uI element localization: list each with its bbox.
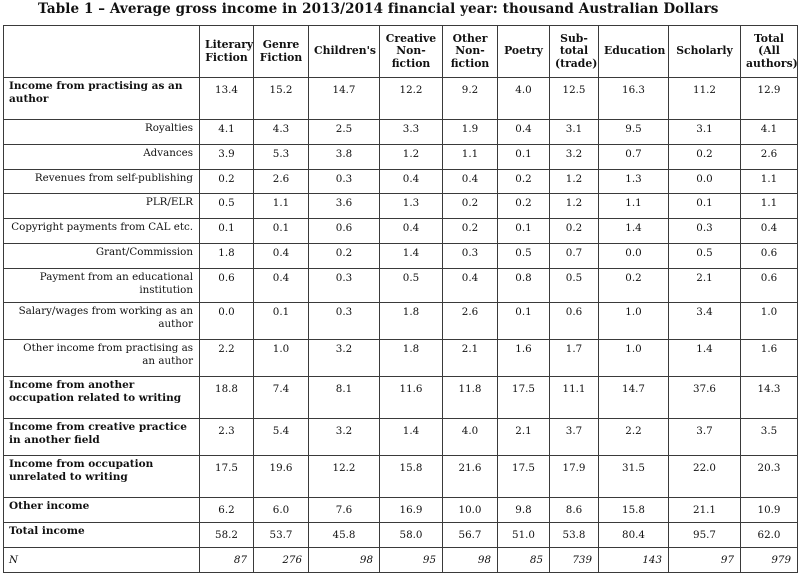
value-cell: 0.1 bbox=[498, 302, 550, 339]
table-row bbox=[4, 244, 798, 269]
value-cell: 4.0 bbox=[498, 78, 550, 120]
value-cell: 3.6 bbox=[309, 194, 380, 219]
header-row bbox=[4, 26, 798, 78]
value-cell: 1.0 bbox=[599, 302, 669, 339]
table-row bbox=[4, 144, 798, 169]
value-cell: 95.7 bbox=[669, 522, 741, 547]
value-cell: 13.4 bbox=[200, 78, 254, 120]
value-cell: 3.2 bbox=[309, 419, 380, 456]
value-cell: 1.3 bbox=[380, 194, 443, 219]
value-cell: 0.6 bbox=[200, 269, 254, 302]
value-cell: 0.4 bbox=[254, 269, 309, 302]
col-header-literary-fiction: Literary Fiction bbox=[200, 26, 254, 78]
table-row bbox=[4, 377, 798, 419]
value-cell: 51.0 bbox=[498, 522, 550, 547]
value-cell: 6.2 bbox=[200, 498, 254, 523]
value-cell: 19.6 bbox=[254, 456, 309, 498]
value-cell: 1.3 bbox=[599, 169, 669, 194]
value-cell: 0.2 bbox=[498, 194, 550, 219]
value-cell: 2.6 bbox=[254, 169, 309, 194]
value-cell: 53.7 bbox=[254, 522, 309, 547]
value-cell: 1.0 bbox=[741, 302, 798, 339]
value-cell: 17.5 bbox=[200, 456, 254, 498]
value-cell: 14.3 bbox=[741, 377, 798, 419]
value-cell: 0.6 bbox=[550, 302, 599, 339]
value-cell: 11.6 bbox=[380, 377, 443, 419]
value-cell: 58.2 bbox=[200, 522, 254, 547]
value-cell: 143 bbox=[599, 547, 669, 572]
value-cell: 0.7 bbox=[599, 144, 669, 169]
row-label: N bbox=[4, 547, 200, 572]
value-cell: 1.8 bbox=[380, 302, 443, 339]
value-cell: 0.2 bbox=[669, 144, 741, 169]
value-cell: 98 bbox=[443, 547, 498, 572]
value-cell: 9.8 bbox=[498, 498, 550, 523]
row-label: Salary/wages from working as an author bbox=[4, 302, 200, 339]
value-cell: 0.1 bbox=[669, 194, 741, 219]
value-cell: 0.0 bbox=[200, 302, 254, 339]
col-header-childrens: Children's bbox=[309, 26, 380, 78]
value-cell: 0.5 bbox=[669, 244, 741, 269]
value-cell: 1.9 bbox=[443, 119, 498, 144]
value-cell: 15.2 bbox=[254, 78, 309, 120]
value-cell: 0.3 bbox=[309, 269, 380, 302]
value-cell: 97 bbox=[669, 547, 741, 572]
value-cell: 0.2 bbox=[309, 244, 380, 269]
value-cell: 3.9 bbox=[200, 144, 254, 169]
value-cell: 4.1 bbox=[200, 119, 254, 144]
table-row bbox=[4, 340, 798, 377]
value-cell: 1.4 bbox=[599, 219, 669, 244]
value-cell: 0.5 bbox=[380, 269, 443, 302]
value-cell: 8.1 bbox=[309, 377, 380, 419]
value-cell: 0.3 bbox=[309, 169, 380, 194]
value-cell: 1.8 bbox=[380, 340, 443, 377]
value-cell: 10.9 bbox=[741, 498, 798, 523]
value-cell: 85 bbox=[498, 547, 550, 572]
value-cell: 4.1 bbox=[741, 119, 798, 144]
value-cell: 1.2 bbox=[550, 194, 599, 219]
value-cell: 3.3 bbox=[380, 119, 443, 144]
col-header-education: Education bbox=[599, 26, 669, 78]
value-cell: 6.0 bbox=[254, 498, 309, 523]
value-cell: 1.0 bbox=[254, 340, 309, 377]
value-cell: 0.0 bbox=[669, 169, 741, 194]
value-cell: 87 bbox=[200, 547, 254, 572]
col-header-subtotal-trade: Sub-total (trade) bbox=[550, 26, 599, 78]
row-label: Other income from practising as an author bbox=[4, 340, 200, 377]
value-cell: 14.7 bbox=[309, 78, 380, 120]
value-cell: 4.0 bbox=[443, 419, 498, 456]
value-cell: 16.9 bbox=[380, 498, 443, 523]
value-cell: 15.8 bbox=[380, 456, 443, 498]
value-cell: 12.2 bbox=[380, 78, 443, 120]
value-cell: 17.9 bbox=[550, 456, 599, 498]
value-cell: 0.0 bbox=[599, 244, 669, 269]
value-cell: 98 bbox=[309, 547, 380, 572]
row-label: Revenues from self-publishing bbox=[4, 169, 200, 194]
table-row bbox=[4, 498, 798, 523]
value-cell: 0.2 bbox=[498, 169, 550, 194]
value-cell: 0.1 bbox=[254, 302, 309, 339]
value-cell: 0.4 bbox=[741, 219, 798, 244]
value-cell: 0.1 bbox=[200, 219, 254, 244]
value-cell: 0.4 bbox=[443, 269, 498, 302]
value-cell: 5.3 bbox=[254, 144, 309, 169]
value-cell: 9.5 bbox=[599, 119, 669, 144]
col-header-other-nonfiction: Other Non-fiction bbox=[443, 26, 498, 78]
value-cell: 7.4 bbox=[254, 377, 309, 419]
value-cell: 31.5 bbox=[599, 456, 669, 498]
value-cell: 3.1 bbox=[669, 119, 741, 144]
value-cell: 1.0 bbox=[599, 340, 669, 377]
table-row bbox=[4, 547, 798, 572]
value-cell: 12.2 bbox=[309, 456, 380, 498]
value-cell: 1.7 bbox=[550, 340, 599, 377]
value-cell: 4.3 bbox=[254, 119, 309, 144]
col-header-genre-fiction: Genre Fiction bbox=[254, 26, 309, 78]
value-cell: 56.7 bbox=[443, 522, 498, 547]
value-cell: 18.8 bbox=[200, 377, 254, 419]
col-header-creative-nonfiction: Creative Non-fiction bbox=[380, 26, 443, 78]
value-cell: 1.4 bbox=[380, 419, 443, 456]
value-cell: 15.8 bbox=[599, 498, 669, 523]
value-cell: 0.1 bbox=[498, 219, 550, 244]
table-row bbox=[4, 169, 798, 194]
value-cell: 0.5 bbox=[498, 244, 550, 269]
value-cell: 0.3 bbox=[669, 219, 741, 244]
value-cell: 276 bbox=[254, 547, 309, 572]
value-cell: 1.6 bbox=[741, 340, 798, 377]
value-cell: 2.2 bbox=[200, 340, 254, 377]
value-cell: 2.6 bbox=[741, 144, 798, 169]
value-cell: 0.4 bbox=[380, 169, 443, 194]
value-cell: 0.4 bbox=[254, 244, 309, 269]
value-cell: 22.0 bbox=[669, 456, 741, 498]
table-row bbox=[4, 269, 798, 302]
value-cell: 1.1 bbox=[599, 194, 669, 219]
value-cell: 0.3 bbox=[443, 244, 498, 269]
corner-cell bbox=[4, 26, 200, 78]
value-cell: 0.7 bbox=[550, 244, 599, 269]
value-cell: 21.1 bbox=[669, 498, 741, 523]
row-label: Total income bbox=[4, 522, 200, 547]
row-label: Advances bbox=[4, 144, 200, 169]
value-cell: 3.2 bbox=[309, 340, 380, 377]
value-cell: 17.5 bbox=[498, 377, 550, 419]
value-cell: 0.2 bbox=[443, 219, 498, 244]
value-cell: 2.1 bbox=[498, 419, 550, 456]
value-cell: 0.4 bbox=[443, 169, 498, 194]
col-header-poetry: Poetry bbox=[498, 26, 550, 78]
value-cell: 9.2 bbox=[443, 78, 498, 120]
table-row bbox=[4, 419, 798, 456]
value-cell: 37.6 bbox=[669, 377, 741, 419]
col-header-total: Total (All authors) bbox=[741, 26, 798, 78]
value-cell: 2.3 bbox=[200, 419, 254, 456]
value-cell: 0.2 bbox=[443, 194, 498, 219]
table-row bbox=[4, 522, 798, 547]
value-cell: 2.2 bbox=[599, 419, 669, 456]
value-cell: 10.0 bbox=[443, 498, 498, 523]
value-cell: 2.1 bbox=[669, 269, 741, 302]
row-label: Income from practising as an author bbox=[4, 78, 200, 120]
income-table bbox=[3, 25, 798, 573]
value-cell: 0.6 bbox=[309, 219, 380, 244]
value-cell: 12.5 bbox=[550, 78, 599, 120]
value-cell: 5.4 bbox=[254, 419, 309, 456]
value-cell: 0.2 bbox=[550, 219, 599, 244]
value-cell: 0.4 bbox=[380, 219, 443, 244]
value-cell: 0.8 bbox=[498, 269, 550, 302]
value-cell: 1.6 bbox=[498, 340, 550, 377]
value-cell: 45.8 bbox=[309, 522, 380, 547]
value-cell: 1.1 bbox=[741, 194, 798, 219]
value-cell: 16.3 bbox=[599, 78, 669, 120]
value-cell: 2.1 bbox=[443, 340, 498, 377]
value-cell: 14.7 bbox=[599, 377, 669, 419]
value-cell: 0.4 bbox=[498, 119, 550, 144]
table-row bbox=[4, 78, 798, 120]
value-cell: 1.1 bbox=[254, 194, 309, 219]
value-cell: 21.6 bbox=[443, 456, 498, 498]
value-cell: 3.1 bbox=[550, 119, 599, 144]
value-cell: 58.0 bbox=[380, 522, 443, 547]
value-cell: 53.8 bbox=[550, 522, 599, 547]
value-cell: 1.4 bbox=[669, 340, 741, 377]
value-cell: 0.3 bbox=[309, 302, 380, 339]
value-cell: 0.2 bbox=[599, 269, 669, 302]
value-cell: 1.4 bbox=[380, 244, 443, 269]
table-body bbox=[4, 78, 798, 573]
table-row bbox=[4, 119, 798, 144]
row-label: Grant/Commission bbox=[4, 244, 200, 269]
row-label: PLR/ELR bbox=[4, 194, 200, 219]
value-cell: 11.2 bbox=[669, 78, 741, 120]
value-cell: 739 bbox=[550, 547, 599, 572]
value-cell: 3.7 bbox=[550, 419, 599, 456]
value-cell: 12.9 bbox=[741, 78, 798, 120]
value-cell: 3.2 bbox=[550, 144, 599, 169]
value-cell: 17.5 bbox=[498, 456, 550, 498]
value-cell: 2.5 bbox=[309, 119, 380, 144]
value-cell: 0.5 bbox=[550, 269, 599, 302]
row-label: Income from another occupation related to writing bbox=[4, 377, 200, 419]
value-cell: 0.1 bbox=[498, 144, 550, 169]
value-cell: 7.6 bbox=[309, 498, 380, 523]
value-cell: 0.5 bbox=[200, 194, 254, 219]
row-label: Income from occupation unrelated to writing bbox=[4, 456, 200, 498]
row-label: Income from creative practice in another field bbox=[4, 419, 200, 456]
value-cell: 95 bbox=[380, 547, 443, 572]
value-cell: 1.1 bbox=[741, 169, 798, 194]
value-cell: 1.2 bbox=[550, 169, 599, 194]
row-label: Payment from an educational institution bbox=[4, 269, 200, 302]
row-label: Other income bbox=[4, 498, 200, 523]
value-cell: 80.4 bbox=[599, 522, 669, 547]
value-cell: 0.1 bbox=[254, 219, 309, 244]
table-row bbox=[4, 194, 798, 219]
table-row bbox=[4, 456, 798, 498]
value-cell: 8.6 bbox=[550, 498, 599, 523]
value-cell: 1.2 bbox=[380, 144, 443, 169]
table-title: Table 1 – Average gross income in 2013/2014 financial year: thousand Australian Dollars bbox=[38, 1, 719, 17]
value-cell: 3.4 bbox=[669, 302, 741, 339]
value-cell: 11.1 bbox=[550, 377, 599, 419]
value-cell: 0.6 bbox=[741, 269, 798, 302]
value-cell: 20.3 bbox=[741, 456, 798, 498]
value-cell: 3.8 bbox=[309, 144, 380, 169]
value-cell: 2.6 bbox=[443, 302, 498, 339]
row-label: Copyright payments from CAL etc. bbox=[4, 219, 200, 244]
value-cell: 3.7 bbox=[669, 419, 741, 456]
value-cell: 979 bbox=[741, 547, 798, 572]
table-row bbox=[4, 302, 798, 339]
table-row bbox=[4, 219, 798, 244]
value-cell: 0.6 bbox=[741, 244, 798, 269]
row-label: Royalties bbox=[4, 119, 200, 144]
value-cell: 0.2 bbox=[200, 169, 254, 194]
col-header-scholarly: Scholarly bbox=[669, 26, 741, 78]
value-cell: 1.8 bbox=[200, 244, 254, 269]
value-cell: 11.8 bbox=[443, 377, 498, 419]
value-cell: 1.1 bbox=[443, 144, 498, 169]
value-cell: 62.0 bbox=[741, 522, 798, 547]
value-cell: 3.5 bbox=[741, 419, 798, 456]
